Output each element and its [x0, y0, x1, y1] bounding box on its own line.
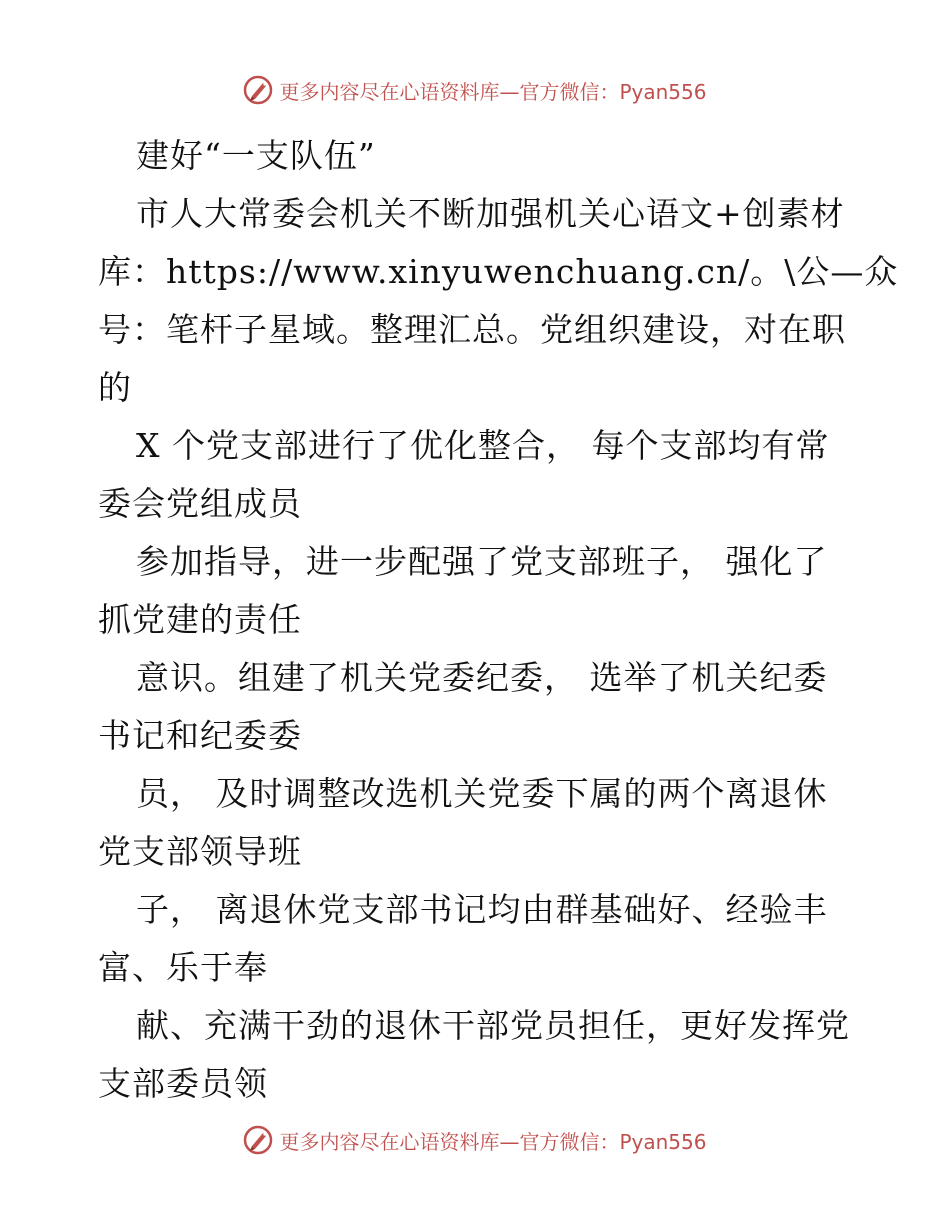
paragraph-line: 书记和纪委委: [98, 716, 302, 755]
paragraph-line: 富、乐于奉: [98, 948, 268, 987]
paragraph-line: 市人大常委会机关不断加强机关心语文+创素材: [136, 194, 845, 233]
paragraph-line: 员， 及时调整改选机关党委下属的两个离退休: [136, 774, 828, 813]
banner-text: 更多内容尽在心语资料库—官方微信：Pyan556: [279, 79, 707, 104]
paragraph-line: 支部委员领: [98, 1064, 268, 1103]
paragraph-line: X 个党支部进行了优化整合， 每个支部均有常: [136, 426, 830, 465]
banner-text: 更多内容尽在心语资料库—官方微信：Pyan556: [279, 1129, 707, 1154]
document-body: [98, 127, 899, 1113]
paragraph-line: 委会党组成员: [98, 484, 302, 523]
paragraph-line: 党支部领导班: [98, 832, 302, 871]
footer-banner: [0, 1120, 950, 1160]
paragraph-line: 献、充满干劲的退休干部党员担任，更好发挥党: [136, 1006, 850, 1045]
pen-nib-logo-icon: [243, 75, 273, 105]
paragraph-line: 子， 离退休党支部书记均由群基础好、经验丰: [136, 890, 828, 929]
paragraph-line: 号：笔杆子星域。整理汇总。党组织建设，对在职: [98, 310, 846, 349]
paragraph-line: 库：https://www.xinyuwenchuang.cn/。\公—众: [98, 252, 899, 291]
paragraph-line: 建好“一支队伍”: [136, 136, 376, 175]
pen-nib-logo-icon: [243, 1125, 273, 1155]
paragraph-line: 意识。组建了机关党委纪委， 选举了机关纪委: [136, 658, 828, 697]
header-banner: [0, 70, 950, 110]
paragraph-line: 的: [98, 368, 132, 407]
paragraph-line: 抓党建的责任: [98, 600, 302, 639]
paragraph-line: 参加指导，进一步配强了党支部班子， 强化了: [136, 542, 828, 581]
